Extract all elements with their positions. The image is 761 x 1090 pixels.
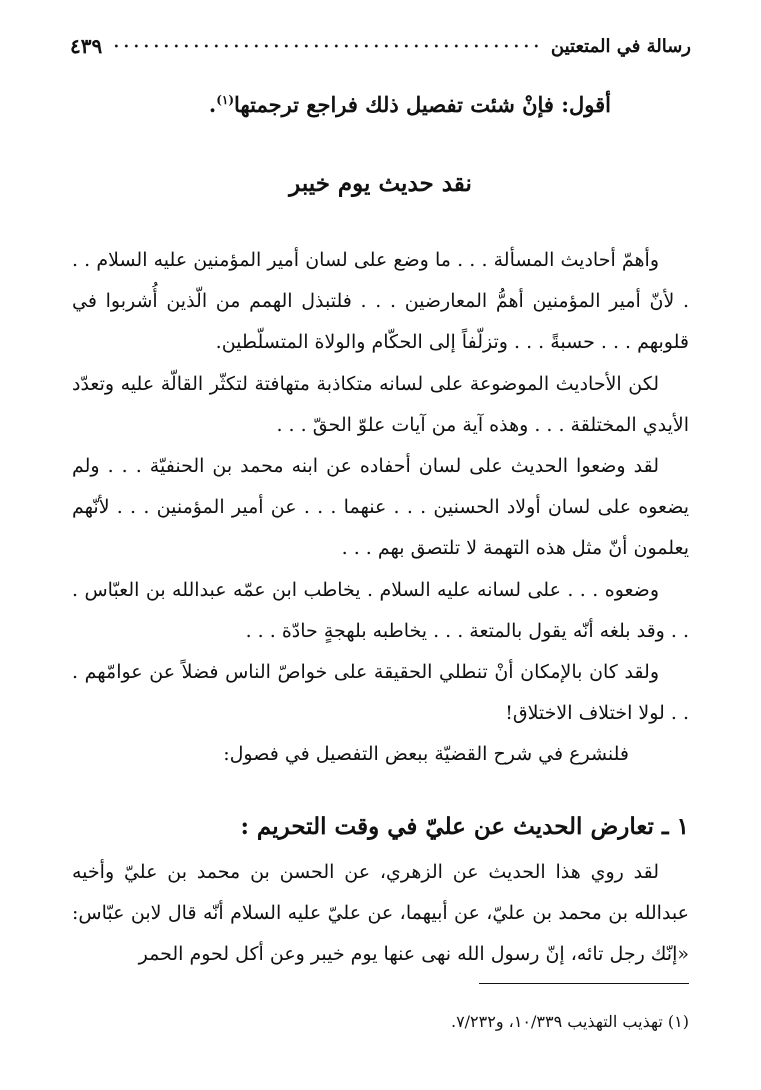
intro-end: . <box>208 92 217 117</box>
paragraph: ولقد كان بالإمكان أنْ تنطلي الحقيقة على خواصّ الناس فضلاً عن عوامّهم . . . لولا اختلاف الاختلاق! <box>72 661 689 725</box>
paragraph: وضعوه . . . على لسانه عليه السلام . يخاطب ابن عمّه عبدالله بن العبّاس . . . وقد بلغه أنّه يقول بالمتعة . . . يخاطبه بلهجةٍ حادّة . . . <box>72 578 689 642</box>
paragraph: لكن الأحاديث الموضوعة على لسانه متكاذبة متهافتة لتكثّر القالّة عليه وتعدّد الأيدي المختلقة . . . وهذه آية من آيات علوّ الحقّ . . . <box>72 372 689 436</box>
paragraph: لقد وضعوا الحديث على لسان أحفاده عن ابنه محمد بن الحنفيّة . . . ولم يضعوه على لسان أولاد الحسنين . . . عنهما . . . عن أمير المؤمنين . . . لأنّهم يعلمون أنّ مثل هذه التهمة لا تلتصق بهم . . . <box>72 455 689 560</box>
main-body <box>72 240 689 776</box>
page-number: ٤٣٩ <box>70 34 103 58</box>
paragraph: لقد روي هذا الحديث عن الزهري، عن الحسن بن محمد بن عليّ وأخيه عبدالله بن محمد بن عليّ، عن أبيهما، عن عليّ عليه السلام أنّه قال لابن عبّاس: «إنّك رجل تائه، إنّ رسول الله نهى عنها يوم خيبر وعن أكل لحوم الحمر <box>72 861 689 966</box>
intro-line <box>70 80 611 125</box>
subsection-body <box>72 852 689 976</box>
dotted-leader <box>112 44 541 48</box>
page-header <box>70 30 691 62</box>
paragraph: وأهمّ أحاديث المسألة . . . ما وضع على لسان أمير المؤمنين عليه السلام . . . لأنّ أمير المؤمنين أهمُّ المعارضين . . . فلتبذل الهمم من الّذين أُشربوا في قلوبهم . . . حسبةً . . . وتزلّفاً إلى الحكّام والولاة المتسلّطين. <box>72 249 690 354</box>
footnote-reference: (١) <box>216 93 235 107</box>
subsection-heading: ١ ـ تعارض الحديث عن عليّ في وقت التحريم : <box>240 813 689 840</box>
footnote: (١) تهذيب التهذيب ١٠/٣٣٩، و٧/٢٣٢. <box>450 1012 689 1031</box>
intro-text: أقول: فإنْ شئت تفصيل ذلك فراجع ترجمتها <box>234 92 611 117</box>
section-title: نقد حديث يوم خيبر <box>289 170 472 197</box>
paragraph: فلنشرع في شرح القضيّة ببعض التفصيل في فصول: <box>223 743 629 766</box>
running-title: رسالة في المتعتين <box>550 35 691 57</box>
footnote-divider <box>479 983 689 984</box>
